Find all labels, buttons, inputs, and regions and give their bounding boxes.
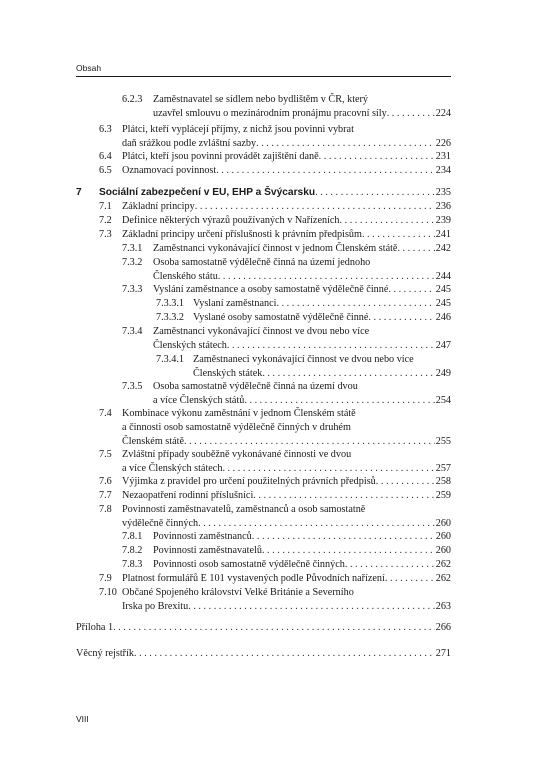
toc-entry-number: 7.10 (99, 587, 117, 598)
dot-leader (362, 228, 435, 242)
toc-entry-number: 7.3.1 (122, 243, 143, 254)
toc-entry-number: 7.5 (99, 449, 112, 460)
toc-entry-title[interactable]: Povinnosti zaměstnavatelů, zaměstnanců a osob samostatně (122, 504, 366, 515)
dot-leader (388, 283, 434, 297)
dot-leader (198, 517, 435, 531)
toc-entry-number: 7.8.2 (122, 545, 143, 556)
toc-page-number[interactable]: 231 (435, 151, 451, 162)
toc-entry-title[interactable]: Oznamovací povinnost (122, 165, 217, 176)
dot-leader (253, 489, 434, 503)
dot-leader (387, 107, 435, 121)
toc-entry-line (76, 214, 451, 228)
toc-entry-number: 7.3.3 (122, 284, 143, 295)
toc-entry-line (76, 448, 451, 462)
toc-entry-line (76, 367, 451, 381)
toc-entry-number: 7.3.3.1 (156, 298, 185, 309)
toc-page-number[interactable]: 259 (435, 490, 451, 501)
toc-entry-title[interactable]: Sociální zabezpečení v EU, EHP a Švýcarsku (99, 187, 316, 198)
toc-entry-title[interactable]: Vyslání zaměstnance a osoby samostatně výdělečně činné (153, 284, 389, 295)
dot-leader (262, 544, 435, 558)
toc-entry-number: 7.1 (99, 201, 112, 212)
toc-page-number[interactable]: 249 (435, 367, 451, 379)
toc-entry-line (76, 200, 451, 214)
toc-entry-number: 7.4 (99, 408, 112, 419)
toc-entry-line (76, 489, 451, 503)
toc-entry-title[interactable]: Vyslané osoby samostatně výdělečně činné (193, 312, 369, 323)
toc-page-number[interactable]: 242 (435, 243, 451, 254)
toc-entry-line (76, 407, 451, 421)
toc-entry-number: 7.3.4 (122, 326, 143, 337)
toc-entry-line (76, 93, 451, 107)
toc-entry-line (76, 137, 451, 151)
toc-entry-title[interactable]: Osoba samostatně výdělečně činná na území dvou (153, 381, 358, 392)
toc-entry-line (76, 339, 451, 353)
toc-page-number[interactable]: 224 (435, 107, 451, 119)
toc-page-number[interactable]: 271 (435, 648, 451, 659)
toc-entry-title[interactable]: Výjimka z pravidel pro určení použitelných právních předpisů (122, 476, 376, 487)
toc-entry-number: 7.2 (99, 215, 112, 226)
toc-page-number[interactable]: 236 (435, 201, 451, 212)
toc-entry-line (76, 544, 451, 558)
toc-entry-line (76, 353, 451, 367)
toc-entry-line (76, 394, 451, 408)
toc-entry-line (76, 228, 451, 242)
dot-leader (256, 137, 435, 151)
dot-leader (276, 297, 434, 311)
toc-entry-title[interactable]: Nezaopatření rodinní příslušníci (122, 490, 254, 501)
dot-leader (340, 214, 435, 228)
toc-page-number[interactable]: 226 (435, 137, 451, 149)
running-head: Obsah (76, 63, 102, 73)
toc-page-number[interactable]: 262 (435, 559, 451, 570)
toc-entry-number: 6.3 (99, 124, 112, 135)
toc-page-number[interactable]: 254 (435, 394, 451, 406)
toc-entry-line (76, 325, 451, 339)
dot-leader (315, 186, 435, 200)
dot-leader (227, 339, 435, 353)
toc-entry-title[interactable]: Irska po Brexitu (122, 600, 189, 612)
toc-entry-title[interactable]: Povinnosti osob samostatně výdělečně činných (153, 559, 345, 570)
toc-page-number[interactable]: 257 (435, 462, 451, 474)
dot-leader (376, 475, 435, 489)
toc-entry-number: 6.2.3 (122, 94, 143, 105)
toc-entry-title[interactable]: Členského státu (153, 270, 218, 282)
toc-page-number[interactable]: 260 (435, 545, 451, 556)
toc-entry-title[interactable]: Kombinace výkonu zaměstnání v jednom Členském státě (122, 408, 356, 419)
toc-page-number[interactable]: 244 (435, 270, 451, 282)
toc-entry-title[interactable]: Věcný rejstřík (76, 648, 134, 659)
toc-entry-line (76, 586, 451, 600)
toc-entry-title[interactable]: Plátci, kteří vyplácejí příjmy, z nichž jsou povinni vybrat (122, 124, 354, 135)
dot-leader (218, 270, 435, 284)
toc-page-number[interactable]: 258 (435, 476, 451, 487)
toc-entry-line (76, 150, 451, 164)
toc-page-number[interactable]: 255 (435, 435, 451, 447)
toc-entry-line (76, 123, 451, 137)
toc-entry-title[interactable]: Povinnosti zaměstnavatelů (153, 545, 262, 556)
toc-entry-title[interactable]: Povinnosti zaměstnanců (153, 531, 252, 542)
toc-entry-number: 7.8.1 (122, 531, 143, 542)
dot-leader (252, 530, 435, 544)
toc-page-number[interactable]: 234 (435, 165, 451, 176)
toc-entry-title[interactable]: Členských státech (153, 339, 227, 351)
toc-entry-number: 6.5 (99, 165, 112, 176)
toc-entry-title[interactable]: uzavřel smlouvu o mezinárodním pronájmu pracovní síly (153, 107, 387, 119)
page-folio: VIII (76, 714, 89, 724)
toc-page-number[interactable]: 262 (435, 573, 451, 584)
toc-entry-line (76, 242, 451, 256)
toc-entry-number: 7.9 (99, 573, 112, 584)
toc-entry-line (76, 107, 451, 121)
toc-entry-number: 7.8.3 (122, 559, 143, 570)
toc-entry-line (76, 380, 451, 394)
toc-entry-number: 7.7 (99, 490, 112, 501)
toc-entry-title[interactable]: a činnosti osob samostatně výdělečně činných v druhém (122, 421, 351, 433)
dot-leader (244, 394, 434, 408)
dot-leader (216, 164, 435, 178)
toc-entry-line (76, 297, 451, 311)
toc-page-number[interactable]: 239 (435, 215, 451, 226)
toc-entry-line (76, 311, 451, 325)
header-rule (76, 76, 451, 77)
toc-entry-line (76, 475, 451, 489)
toc-entry-line (76, 283, 451, 297)
dot-leader (319, 150, 435, 164)
toc-entry-number: 7.6 (99, 476, 112, 487)
toc-entry-line (76, 435, 451, 449)
toc-entry-number: 7.3.5 (122, 381, 143, 392)
toc-entry-line (76, 558, 451, 572)
toc-entry-line (76, 503, 451, 517)
dot-leader (368, 311, 434, 325)
toc-entry-title[interactable]: a více Členských státech (122, 462, 223, 474)
toc-page-number[interactable]: 245 (435, 298, 451, 309)
toc-entry-line (76, 462, 451, 476)
dot-leader (184, 435, 435, 449)
dot-leader (222, 462, 434, 476)
dot-leader (397, 242, 434, 256)
toc-entry-title[interactable]: Zvláštní případy souběžně vykonávané činnosti ve dvou (122, 449, 352, 460)
toc-entry-number: 7.3.2 (122, 257, 143, 268)
toc-page-number[interactable]: 235 (435, 187, 451, 198)
toc-entry-title[interactable]: Vyslaní zaměstnanci (193, 298, 277, 309)
toc-entry-title[interactable]: Plátci, kteří jsou povinni provádět zajištění daně (122, 151, 319, 162)
toc-page-number[interactable]: 247 (435, 339, 451, 351)
toc-entry-number: 6.4 (99, 151, 112, 162)
toc-entry-title[interactable]: Občané Spojeného království Velké Británie a Severního (122, 587, 354, 598)
toc-entry-number: 7.3.4.1 (156, 354, 185, 365)
toc-entry-line (76, 647, 451, 661)
toc-entry-line (76, 517, 451, 531)
toc-entry-line (76, 572, 451, 586)
toc-entry-title[interactable]: výdělečně činných (122, 517, 199, 529)
toc-entry-title[interactable]: Zaměstnanci vykonávající činnost ve dvou nebo více (153, 326, 370, 337)
toc-entry-title[interactable]: Platnost formulářů E 101 vystavených podle Původních nařízení (122, 573, 385, 584)
toc-entry-title[interactable]: Osoba samostatně výdělečně činná na území jednoho (153, 257, 371, 268)
toc-entry-number: 7.3.3.2 (156, 312, 185, 323)
toc-entry-number: 7.8 (99, 504, 112, 515)
dot-leader (345, 558, 435, 572)
toc-entry-line (76, 600, 451, 614)
toc-page-number[interactable]: 260 (435, 517, 451, 529)
toc-entry-line (76, 270, 451, 284)
toc-entry-title[interactable]: Zaměstnavatel se sídlem nebo bydlištěm v ČR, který (153, 94, 369, 105)
toc-entry-title[interactable]: Základní principy určení příslušnosti k právním předpisům (122, 229, 362, 240)
dot-leader (188, 600, 435, 614)
toc-entry-title[interactable]: Zaměstnanci vykonávající činnost v jednom Členském státě (153, 243, 398, 254)
toc-entry-line (76, 530, 451, 544)
toc-entry-line (76, 621, 451, 635)
toc-entry-line (76, 256, 451, 270)
toc-entry-line (76, 186, 451, 200)
dot-leader (262, 367, 434, 381)
dot-leader (385, 572, 435, 586)
toc-page-number[interactable]: 263 (435, 600, 451, 612)
toc-entry-title[interactable]: Zaměstnaneci vykonávající činnost ve dvou nebo více (193, 354, 414, 365)
toc-page-number[interactable]: 260 (435, 531, 451, 542)
toc-entry-line (76, 421, 451, 435)
dot-leader (113, 621, 435, 635)
toc-entry-title[interactable]: a více Členských států (153, 394, 245, 406)
toc-entry-title[interactable]: Členském státě (122, 435, 184, 447)
toc-entry-number: 7 (76, 187, 82, 198)
toc-page-number[interactable]: 245 (435, 284, 451, 295)
dot-leader (195, 200, 435, 214)
toc-page-number[interactable]: 241 (435, 229, 451, 240)
toc-entry-title[interactable]: Příloha 1 (76, 622, 114, 633)
toc-entry-number: 7.3 (99, 229, 112, 240)
toc-entry-line (76, 164, 451, 178)
toc-entry-title[interactable]: Členských státek (193, 367, 263, 379)
toc-page-number[interactable]: 266 (435, 622, 451, 633)
toc-page-number[interactable]: 246 (435, 312, 451, 323)
toc-entry-title[interactable]: daň srážkou podle zvláštní sazby (122, 137, 257, 149)
dot-leader (134, 647, 435, 661)
toc-entry-title[interactable]: Základní principy (122, 201, 195, 212)
toc-entry-title[interactable]: Definice některých výrazů používaných v Nařízeních (122, 215, 340, 226)
